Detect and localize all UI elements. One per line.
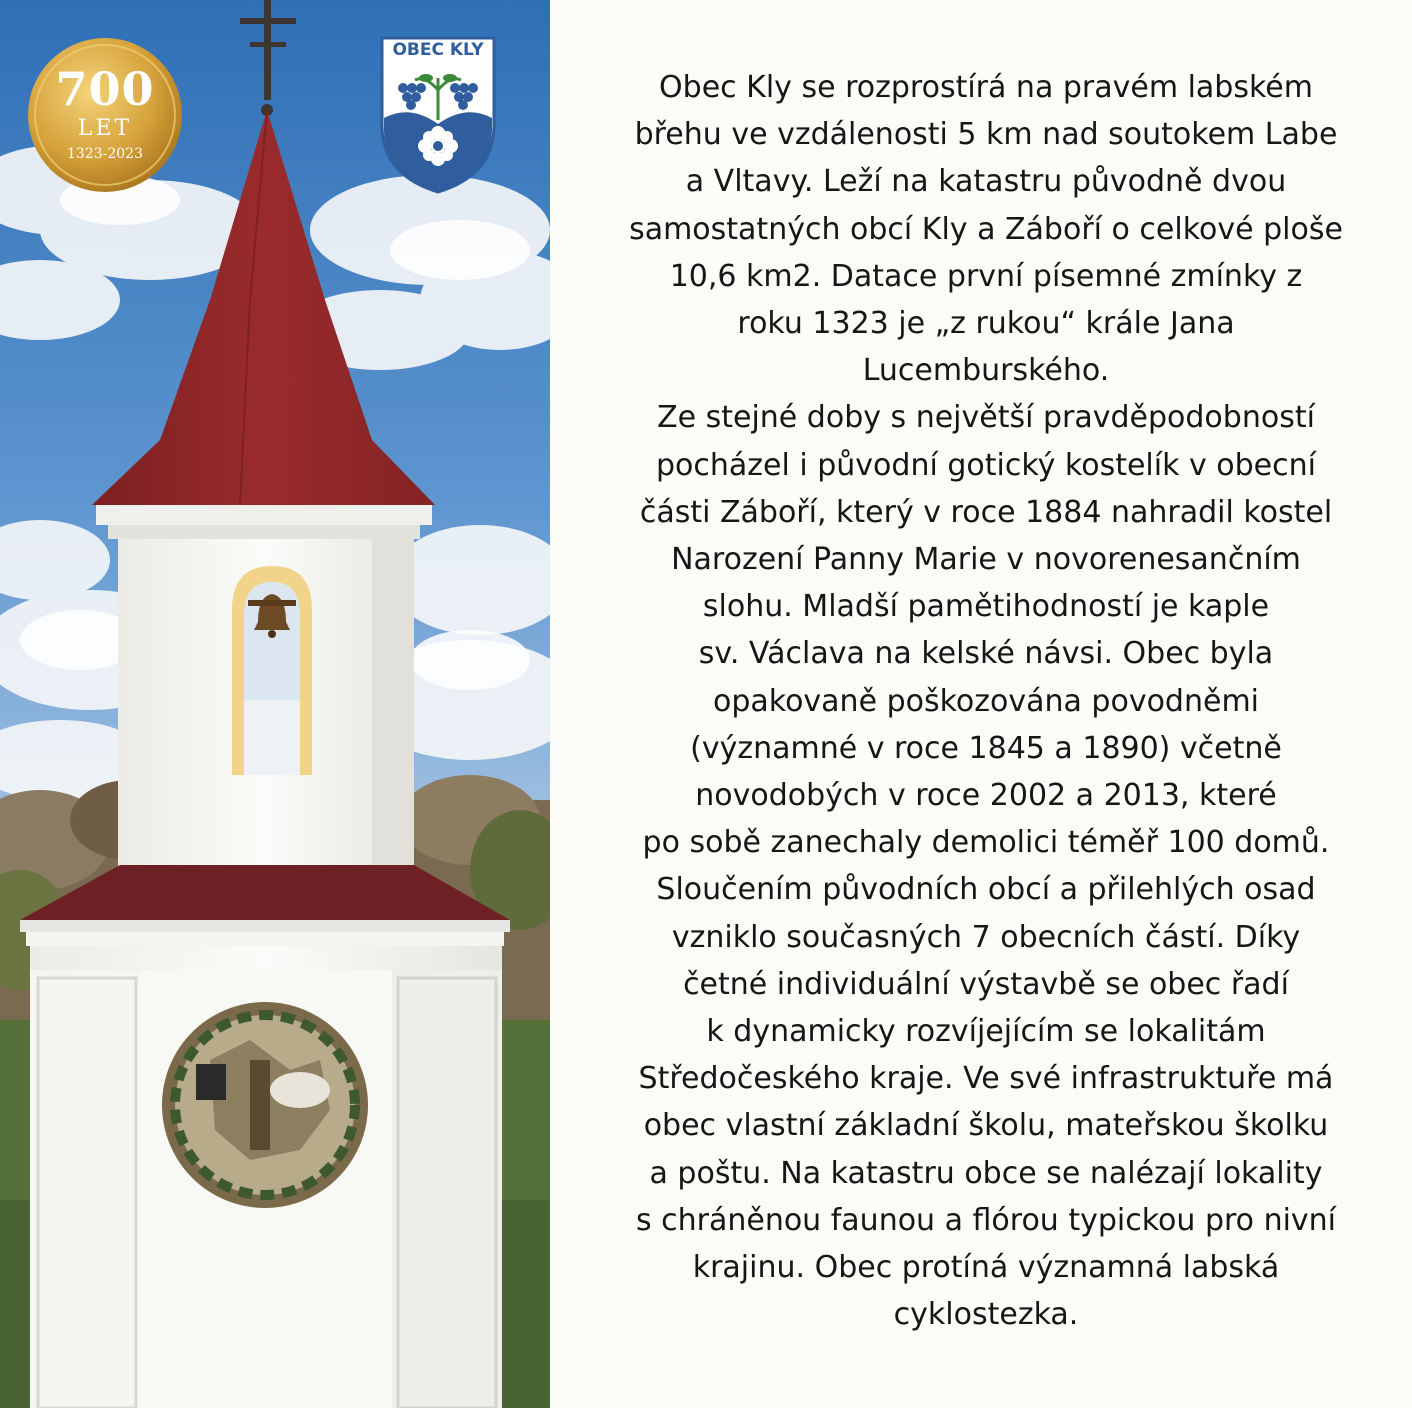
description-text	[572, 64, 1400, 1338]
badge-years: 1323-2023	[67, 146, 143, 162]
text-line: Lucemburského.	[862, 353, 1110, 389]
text-line: obec vlastní základní školu, mateřskou školku	[643, 1108, 1329, 1144]
text-line: opakovaně poškozována povodněmi	[712, 683, 1260, 719]
text-line: Sloučením původních obcí a přilehlých osad	[656, 872, 1316, 908]
text-line: samostatných obcí Kly a Záboří o celkové ploše	[629, 211, 1343, 247]
coat-of-arms-icon	[382, 38, 494, 192]
text-line: Narození Panny Marie v novorenesančním	[671, 542, 1301, 578]
crest-title: OBEC KLY	[392, 40, 484, 60]
text-line: (významné v roce 1845 a 1890) včetně	[690, 730, 1282, 766]
text-line: pocházel i původní gotický kostelík v obecní	[656, 447, 1316, 483]
description-paragraph	[572, 64, 1400, 1338]
text-line: s chráněnou faunou a flórou typickou pro nivní	[635, 1202, 1337, 1238]
text-line: a poštu. Na katastru obce se nalézají lokality	[649, 1155, 1323, 1191]
text-line: k dynamicky rozvíjejícím se lokalitám	[706, 1014, 1266, 1050]
text-line: novodobých v roce 2002 a 2013, které	[695, 778, 1277, 814]
badge-label: LET	[77, 116, 133, 141]
text-line: cyklostezka.	[893, 1297, 1079, 1333]
text-line: Středočeského kraje. Ve své infrastruktuře má	[638, 1061, 1334, 1097]
text-line: vzniklo současných 7 obecních částí. Díky	[671, 919, 1301, 955]
text-line: četné individuální výstavbě se obec řadí	[683, 966, 1289, 1002]
chapel-photo	[0, 0, 550, 1408]
text-line: roku 1323 je „z rukou“ krále Jana	[737, 306, 1235, 342]
badge-number: 700	[55, 62, 155, 116]
text-line: 10,6 km2. Datace první písemné zmínky z	[669, 258, 1303, 294]
text-line: části Záboří, který v roce 1884 nahradil kostel	[639, 494, 1333, 530]
text-line: břehu ve vzdálenosti 5 km nad soutokem Labe	[634, 117, 1338, 153]
text-line: Obec Kly se rozprostírá na pravém labském	[659, 70, 1313, 105]
text-line: po sobě zanechaly demolici téměř 100 domů.	[642, 825, 1330, 861]
text-line: krajinu. Obec protíná významná labská	[692, 1250, 1280, 1286]
text-line: Ze stejné doby s největší pravděpodobností	[657, 400, 1315, 436]
text-line: a Vltavy. Leží na katastru původně dvou	[685, 164, 1287, 200]
text-line: sv. Václava na kelské návsi. Obec byla	[698, 636, 1274, 672]
text-line: slohu. Mladší pamětihodností je kaple	[702, 589, 1270, 625]
